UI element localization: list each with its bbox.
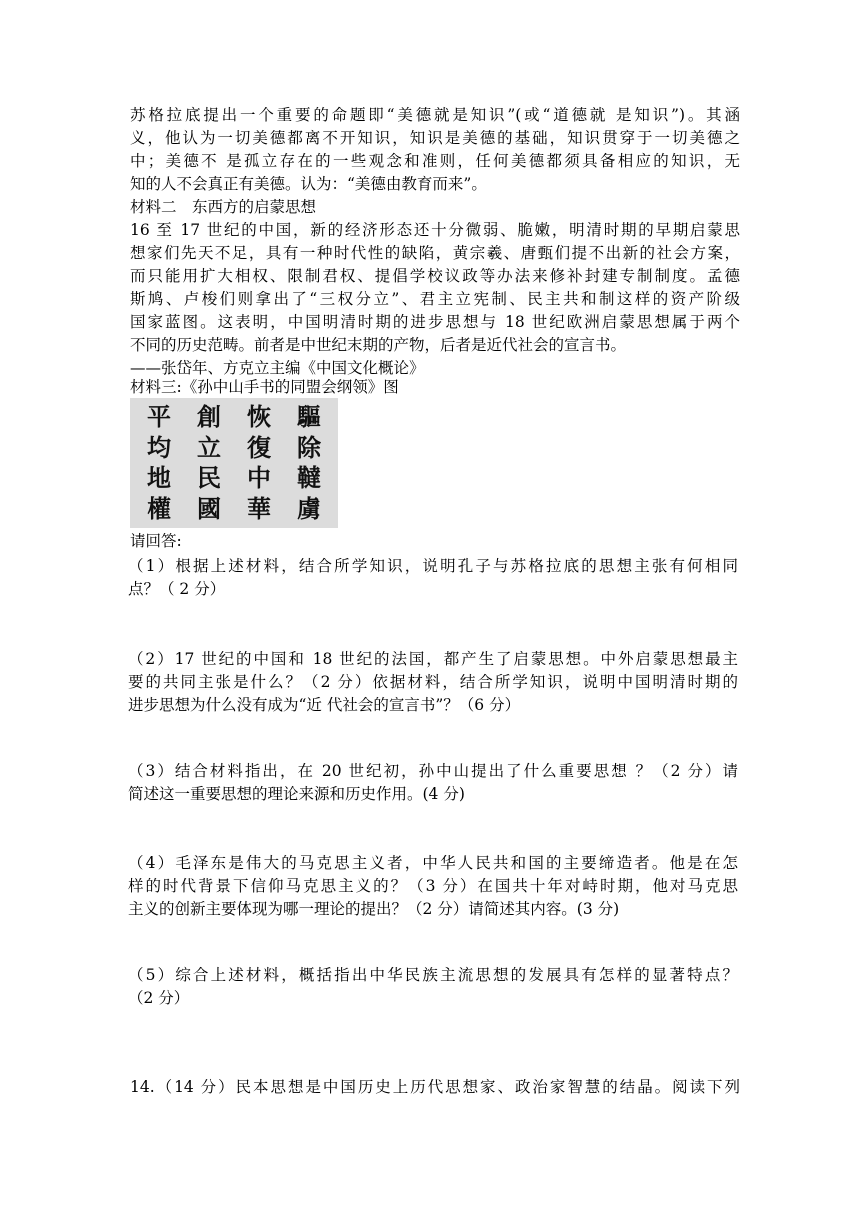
calligraphy-char: 地 [147, 463, 171, 493]
calligraphy-char: 民 [197, 463, 221, 493]
calligraphy-char: 除 [297, 432, 321, 462]
question-2-line: 进步思想为什么没有成为“近 代社会的宣言书”？（6 分） [128, 696, 521, 714]
calligraphy-char: 驅 [297, 402, 321, 431]
material2-line: 斯鸠、卢梭们则拿出了“三权分立”、君主立宪制、民主共和制这样的资产阶级 [130, 290, 740, 308]
calligraphy-char: 平 [147, 402, 171, 431]
calligraphy-char: 權 [147, 493, 171, 523]
question-4-line: （4）毛泽东是伟大的马克思主义者，中华人民共和国的主要缔造者。他是在怎 [128, 854, 738, 872]
calligraphy-char: 虜 [297, 493, 321, 523]
calligraphy-column [234, 400, 284, 526]
material1-line: 苏格拉底提出一个重要的命题即“美德就是知识”(或“道德就 是知识”)。其涵 [130, 106, 740, 124]
material2-source: ——张岱年、方克立主编《中国文化概论》 [130, 359, 425, 377]
question-5-line: （5）综合上述材料，概括指出中华民族主流思想的发展具有怎样的显著特点？ [128, 966, 738, 984]
question-4-line: 样的时代背景下信仰马克思主义的？（3 分）在国共十年对峙时期，他对马克思 [128, 877, 738, 895]
calligraphy-char: 恢 [247, 402, 271, 431]
calligraphy-char: 國 [197, 493, 221, 523]
material2-line: 而只能用扩大相权、限制君权、提倡学校议政等办法来修补封建专制制度。孟德 [130, 267, 740, 285]
calligraphy-char: 創 [197, 402, 221, 431]
question-2-line: （2）17 世纪的中国和 18 世纪的法国，都产生了启蒙思想。中外启蒙思想最主 [128, 650, 738, 668]
calligraphy-char: 華 [247, 493, 271, 523]
material1-line: 中；美德不 是孤立存在的一些观念和准则，任何美德都须具备相应的知识，无 [130, 152, 740, 170]
question-1-line: （1）根据上述材料，结合所学知识，说明孔子与苏格拉底的思想主张有何相同 [128, 557, 738, 575]
calligraphy-column [284, 400, 334, 526]
calligraphy-image [130, 398, 338, 528]
material2-line: 想家们先天不足，具有一种时代性的缺陷，黄宗羲、唐甄们提不出新的社会方案， [130, 244, 740, 262]
calligraphy-char: 立 [197, 432, 221, 462]
material3-title: 材料三:《孙中山手书的同盟会纲领》图 [130, 378, 399, 396]
answer-prompt: 请回答: [130, 532, 182, 550]
question-2-line: 要的共同主张是什么？（2 分）依据材料，结合所学知识，说明中国明清时期的 [128, 673, 738, 691]
question-14-intro: 14.（14 分）民本思想是中国历史上历代思想家、政治家智慧的结晶。阅读下列 [130, 1078, 740, 1096]
calligraphy-char: 韃 [297, 463, 321, 493]
question-3-line: （3）结合材料指出，在 20 世纪初，孙中山提出了什么重要思想 ？（2 分）请 [128, 762, 738, 780]
question-1-line: 点？（ 2 分） [128, 580, 226, 598]
material1-line: 义，他认为一切美德都离不开知识，知识是美德的基础，知识贯穿于一切美德之 [130, 129, 740, 147]
question-3-line: 简述这一重要思想的理论来源和历史作用。(4 分) [128, 785, 465, 803]
material2-line: 16 至 17 世纪的中国，新的经济形态还十分微弱、脆嫩，明清时期的早期启蒙思 [130, 221, 740, 239]
material1-line: 知的人不会真正有美德。认为：“美德由教育而来”。 [130, 175, 487, 193]
calligraphy-column [184, 400, 234, 526]
material2-line: 国家蓝图。这表明，中国明清时期的进步思想与 18 世纪欧洲启蒙思想属于两个 [130, 313, 740, 331]
calligraphy-char: 均 [147, 432, 171, 462]
material2-line: 不同的历史范畴。前者是中世纪末期的产物，后者是近代社会的宣言书。 [130, 336, 627, 354]
material2-title: 材料二 东西方的启蒙思想 [130, 198, 317, 216]
calligraphy-column [134, 400, 184, 526]
calligraphy-char: 復 [247, 432, 271, 462]
calligraphy-char: 中 [247, 463, 271, 493]
question-4-line: 主义的创新主要体现为哪一理论的提出？（2 分）请简述其内容。(3 分) [128, 900, 620, 918]
question-5-line: （2 分） [128, 989, 190, 1007]
